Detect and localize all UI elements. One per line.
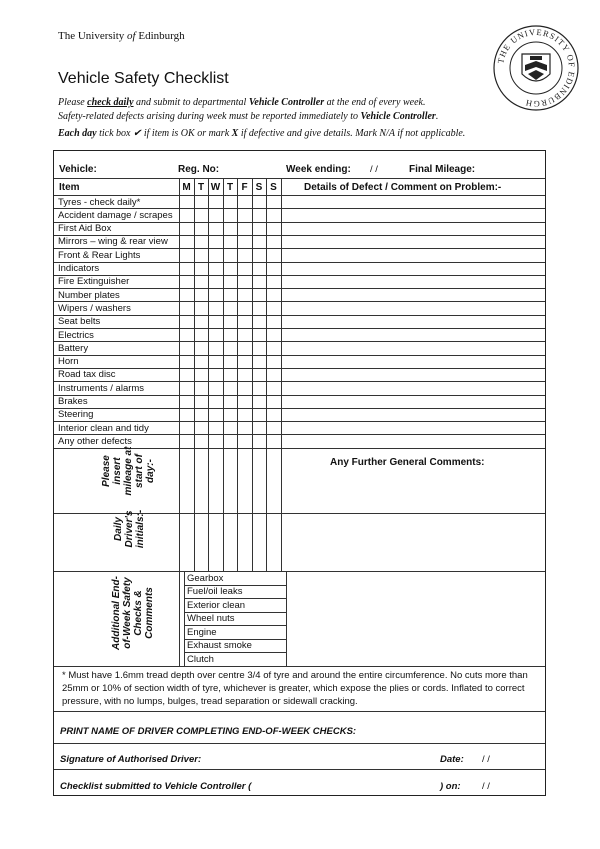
final-mileage-label: Final Mileage: bbox=[409, 164, 476, 175]
crest-text: THE UNIVERSITY OF EDINBURGH bbox=[495, 26, 578, 110]
checklist-item: Horn bbox=[58, 356, 79, 368]
item-header: Item bbox=[59, 182, 80, 193]
grid-line bbox=[54, 222, 545, 223]
grid-line bbox=[54, 341, 545, 342]
grid-line bbox=[54, 355, 545, 356]
checklist-item: Steering bbox=[58, 409, 94, 421]
grid-line bbox=[54, 711, 545, 712]
checklist-item: Wipers / washers bbox=[58, 302, 131, 314]
checklist-item: First Aid Box bbox=[58, 223, 112, 235]
svg-text:THE UNIVERSITY OF EDINBURGH bbox=[495, 27, 577, 109]
signature-label: Signature of Authorised Driver: bbox=[60, 754, 202, 765]
tyre-footnote: * Must have 1.6mm tread depth over centre 3/4 of tyre and around the entire circumference. No cuts more than 25mm or 10% of section width of tyre, whichever is greater, which expose the plies or cords. Inflated to correct pressure, with no lumps, bulges, tread separation or sidewall cracking. bbox=[62, 670, 528, 707]
grid-line bbox=[179, 178, 180, 666]
grid-line bbox=[54, 178, 545, 179]
day-header-4: F bbox=[241, 182, 248, 193]
grid-line bbox=[286, 571, 287, 666]
each-day-text-2: if defective and give details. Mark N/A if not applicable. bbox=[238, 128, 466, 139]
eow-check-item: Fuel/oil leaks bbox=[187, 586, 243, 597]
eow-check-item: Clutch bbox=[187, 653, 214, 665]
grid-line bbox=[54, 666, 545, 667]
week-ending-label: Week ending: bbox=[286, 164, 351, 175]
eow-check-item: Gearbox bbox=[187, 572, 224, 584]
date-label: Date: bbox=[440, 754, 464, 765]
details-header: Details of Defect / Comment on Problem:- bbox=[304, 182, 502, 193]
checklist-item: Number plates bbox=[58, 289, 120, 301]
checklist-item: Accident damage / scrapes bbox=[58, 209, 173, 221]
intro-vehicle-controller: Vehicle Controller bbox=[248, 97, 325, 108]
reg-no-label: Reg. No: bbox=[178, 164, 220, 175]
university-prefix: The University bbox=[58, 30, 125, 42]
eow-check-item: Exhaust smoke bbox=[187, 640, 252, 651]
each-day-label: Each day bbox=[58, 128, 97, 139]
checklist-item: Front & Rear Lights bbox=[58, 249, 141, 261]
checklist-item: Fire Extinguisher bbox=[58, 276, 130, 288]
grid-line bbox=[54, 743, 545, 744]
eow-checks-label: Additional End-of-Week Safety Checks & Comments bbox=[111, 576, 155, 650]
further-comments-label: Any Further General Comments: bbox=[330, 457, 485, 468]
grid-line bbox=[54, 395, 545, 396]
submitted-label: Checklist submitted to Vehicle Controller ( bbox=[60, 781, 252, 792]
checklist-item: Battery bbox=[58, 342, 89, 354]
checklist-item: Tyres - check daily* bbox=[58, 196, 141, 208]
intro-text bbox=[58, 96, 528, 124]
vehicle-label: Vehicle: bbox=[59, 164, 97, 175]
university-suffix: Edinburgh bbox=[138, 30, 185, 42]
intro-line1-a: Please bbox=[58, 97, 88, 108]
grid-line bbox=[54, 328, 545, 329]
grid-line bbox=[54, 315, 545, 316]
page-title: Vehicle Safety Checklist bbox=[58, 70, 229, 87]
instructions bbox=[58, 128, 465, 139]
checklist-item: Road tax disc bbox=[58, 369, 116, 381]
week-ending-slashes: / / bbox=[370, 164, 378, 175]
eow-check-item: Wheel nuts bbox=[187, 613, 235, 624]
date-slashes: / / bbox=[482, 754, 490, 765]
intro-line2-c: . bbox=[435, 111, 439, 122]
x-mark: X bbox=[231, 128, 239, 139]
intro-vehicle-controller-2: Vehicle Controller bbox=[360, 111, 436, 122]
day-header-5: S bbox=[255, 182, 263, 193]
checklist-item: Mirrors – wing & rear view bbox=[58, 236, 168, 248]
checklist-item: Indicators bbox=[58, 263, 100, 274]
day-header-0: M bbox=[182, 182, 191, 193]
intro-line1-c: and submit to departmental bbox=[133, 97, 249, 108]
mileage-row-label: Please insert mileage at start of day:- bbox=[100, 446, 156, 496]
checklist-item: Seat belts bbox=[58, 316, 101, 328]
intro-check-daily: check daily bbox=[87, 97, 134, 108]
university-crest-logo bbox=[492, 24, 580, 112]
on-slashes: / / bbox=[482, 781, 490, 792]
grid-line bbox=[54, 408, 545, 409]
eow-check-item: Exterior clean bbox=[187, 599, 246, 611]
checklist-item: Brakes bbox=[58, 396, 88, 407]
each-day-text: tick box ✔ if item is OK or mark bbox=[96, 128, 232, 139]
checklist-item: Interior clean and tidy bbox=[58, 422, 149, 434]
print-name-label: PRINT NAME OF DRIVER COMPLETING END-OF-WEEK CHECKS: bbox=[60, 726, 357, 737]
day-header-1: T bbox=[197, 182, 205, 193]
grid-line bbox=[54, 368, 545, 369]
initials-row-label: Daily Driver's initials:- bbox=[112, 509, 146, 549]
checklist-item: Any other defects bbox=[58, 435, 132, 447]
checklist-form bbox=[53, 150, 546, 796]
grid-line bbox=[54, 262, 545, 263]
day-header-3: T bbox=[226, 182, 234, 193]
intro-line1-e: at the end of every week. bbox=[324, 97, 426, 108]
day-header-2: W bbox=[210, 182, 221, 193]
day-header-6: S bbox=[270, 182, 277, 193]
checklist-item: Instruments / alarms bbox=[58, 382, 145, 394]
university-name bbox=[58, 30, 185, 42]
university-of: of bbox=[127, 30, 136, 42]
grid-line bbox=[54, 769, 545, 770]
grid-line bbox=[54, 288, 545, 289]
intro-line2-a: Safety-related defects arising during week must be reported immediately to bbox=[58, 111, 361, 122]
checklist-item: Electrics bbox=[58, 329, 94, 341]
on-label: ) on: bbox=[440, 781, 461, 792]
eow-check-item: Engine bbox=[187, 626, 217, 638]
